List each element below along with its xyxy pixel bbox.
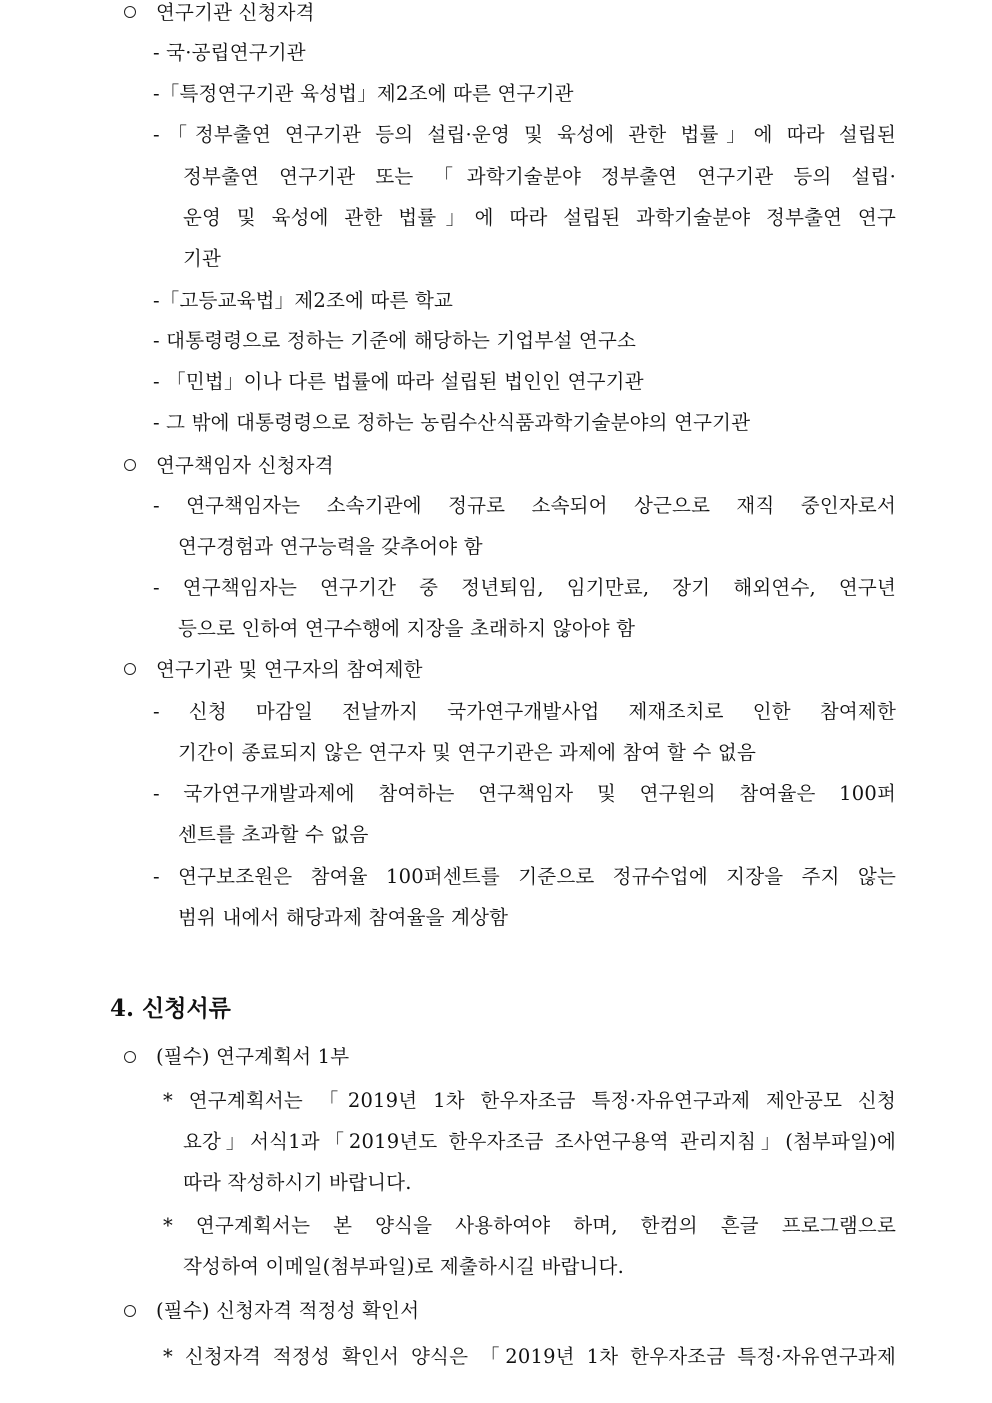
list-item-continuation: 운영 및 육성에 관한 법률」에 따라 설립된 과학기술분야 정부출연 연구 [183, 206, 896, 229]
list-item: - 「민법」이나 다른 법률에 따라 설립된 법인인 연구기관 [153, 370, 644, 393]
circle-bullet-icon [124, 663, 136, 675]
note-item: * 신청자격 적정성 확인서 양식은 「2019년 1차 한우자조금 특정·자유연구과제 [163, 1345, 896, 1368]
list-item: - 국가연구개발과제에 참여하는 연구책임자 및 연구원의 참여율은 100퍼 [153, 782, 896, 805]
circle-bullet-icon [124, 459, 136, 471]
section-title: 연구책임자 신청자격 [156, 454, 334, 477]
note-item-continuation: 요강」서식1과「2019년도 한우자조금 조사연구용역 관리지침」(첨부파일)에 [183, 1130, 896, 1153]
circle-bullet-icon [124, 6, 136, 18]
list-item: - 연구책임자는 소속기관에 정규로 소속되어 상근으로 재직 중인자로서 [153, 494, 896, 517]
circle-bullet-icon [124, 1305, 136, 1317]
list-item-continuation: 범위 내에서 해당과제 참여율을 계상함 [178, 906, 509, 929]
list-item: -「고등교육법」제2조에 따른 학교 [153, 289, 454, 312]
list-item: - 신청 마감일 전날까지 국가연구개발사업 제재조치로 인한 참여제한 [153, 700, 896, 723]
list-item-continuation: 등으로 인하여 연구수행에 지장을 초래하지 않아야 함 [178, 617, 636, 640]
list-item: - 대통령령으로 정하는 기준에 해당하는 기업부설 연구소 [153, 329, 637, 352]
list-item: - 연구보조원은 참여율 100퍼센트를 기준으로 정규수업에 지장을 주지 않는 [153, 865, 896, 888]
doc-title: (필수) 연구계획서 1부 [156, 1045, 350, 1068]
list-item: - 그 밖에 대통령령으로 정하는 농림수산식품과학기술분야의 연구기관 [153, 411, 751, 434]
list-item-continuation: 센트를 초과할 수 없음 [178, 823, 369, 846]
section-title: 연구기관 신청자격 [156, 1, 315, 24]
section-heading: 4. 신청서류 [110, 995, 231, 1022]
list-item: - 국·공립연구기관 [153, 41, 306, 64]
note-item: * 연구계획서는 「2019년 1차 한우자조금 특정·자유연구과제 제안공모 신청 [163, 1089, 896, 1112]
list-item-continuation: 기관 [183, 247, 222, 270]
list-item: -「특정연구기관 육성법」제2조에 따른 연구기관 [153, 82, 574, 105]
list-item-continuation: 정부출연 연구기관 또는 「과학기술분야 정부출연 연구기관 등의 설립· [183, 165, 896, 188]
note-item: * 연구계획서는 본 양식을 사용하여야 하며, 한컴의 흔글 프로그램으로 [163, 1214, 896, 1237]
doc-title: (필수) 신청자격 적정성 확인서 [156, 1299, 420, 1322]
circle-bullet-icon [124, 1051, 136, 1063]
list-item-continuation: 연구경험과 연구능력을 갖추어야 함 [178, 535, 483, 558]
note-item-continuation: 따라 작성하시기 바랍니다. [183, 1171, 412, 1194]
section-title: 연구기관 및 연구자의 참여제한 [156, 658, 423, 681]
list-item: -「정부출연 연구기관 등의 설립·운영 및 육성에 관한 법률」에 따라 설립된 [153, 123, 896, 146]
list-item: - 연구책임자는 연구기간 중 정년퇴임, 임기만료, 장기 해외연수, 연구년 [153, 576, 896, 599]
list-item-continuation: 기간이 종료되지 않은 연구자 및 연구기관은 과제에 참여 할 수 없음 [178, 741, 756, 764]
note-item-continuation: 작성하여 이메일(첨부파일)로 제출하시길 바랍니다. [183, 1255, 624, 1278]
